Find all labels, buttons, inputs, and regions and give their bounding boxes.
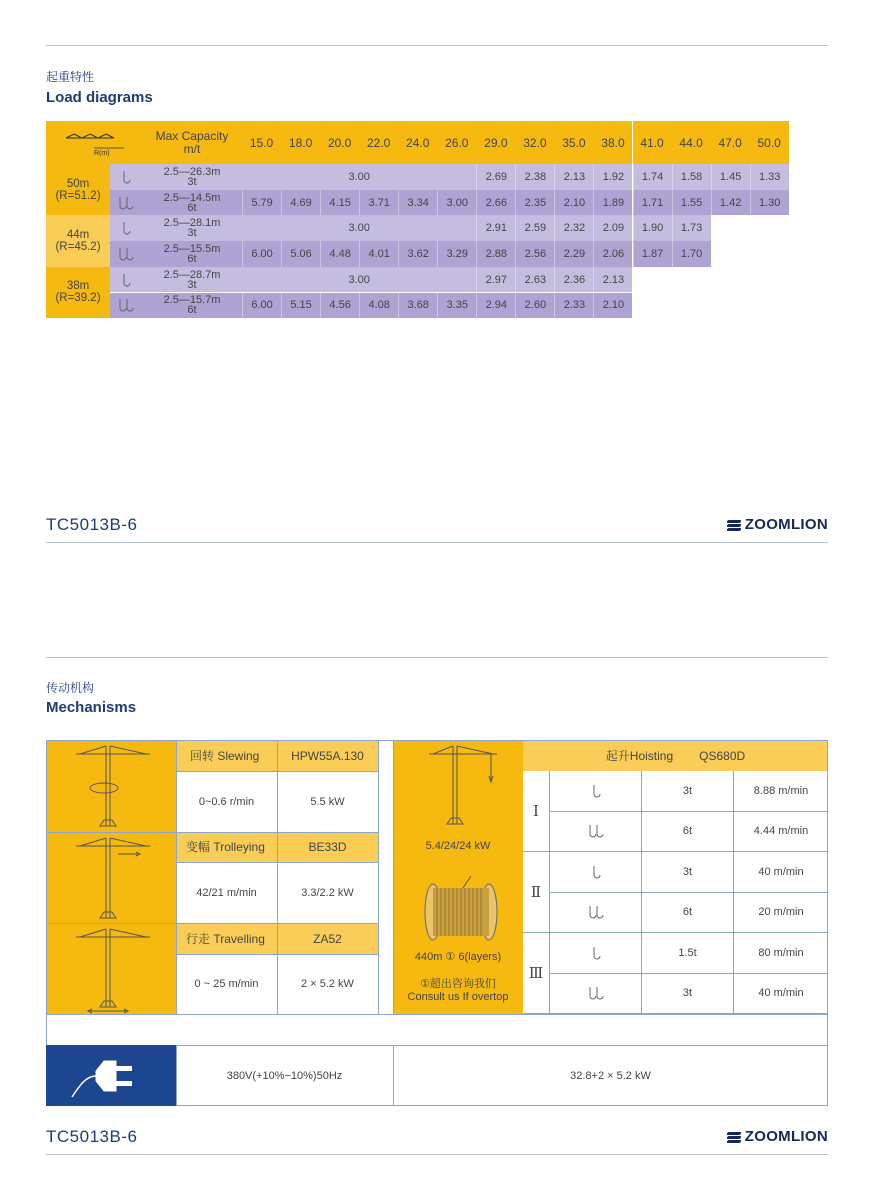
gear-2: Ⅱ [523, 852, 550, 933]
capacity-value: 1.92 [593, 164, 632, 190]
rope-note-en: Consult us If overtop [407, 991, 509, 1003]
slewing-speed: 0~0.6 r/min [176, 771, 277, 832]
hoisting-label: 起升Hoisting [605, 748, 674, 763]
hoist-load: 3t [642, 852, 734, 893]
hoisting-power: 5.4/24/24 kW [425, 840, 491, 852]
load-table [46, 121, 788, 318]
capacity-value: 1.71 [633, 190, 672, 216]
radius-header-41.0: 41.0 [633, 121, 672, 164]
hoist-load: 3t [642, 974, 734, 1015]
capacity-value: 3.68 [398, 293, 437, 319]
zoomlion-logo-icon [727, 520, 741, 530]
merged-capacity: 3.00 [242, 215, 476, 241]
capacity-value: 2.10 [593, 293, 632, 319]
travelling-model: ZA52 [277, 923, 378, 954]
plug-icon [46, 1045, 176, 1106]
trolleying-model: BE33D [277, 832, 378, 862]
hoist-speed: 80 m/min [734, 933, 828, 974]
capacity-value: 1.70 [672, 241, 711, 267]
hoist-load: 6t [642, 893, 734, 934]
travelling-speed: 0 ~ 25 m/min [176, 954, 277, 1014]
capacity-value: 3.35 [437, 293, 476, 319]
trolleying-label: 变幅 Trolleying [176, 832, 277, 862]
hook-double-icon [110, 241, 142, 267]
capacity-value: 2.63 [515, 267, 554, 293]
hoist-speed: 4.44 m/min [734, 812, 828, 853]
capacity-value: 2.06 [593, 241, 632, 267]
load-range: 2.5—15.5m 6t [142, 241, 242, 267]
radius-header-32.0: 32.0 [515, 121, 554, 164]
slewing-power: 5.5 kW [277, 771, 378, 832]
brand-name: ZOOMLION [744, 516, 828, 533]
section-title-cn-2: 传动机构 [46, 681, 95, 695]
capacity-value: 2.36 [554, 267, 593, 293]
capacity-value: 2.10 [554, 190, 593, 216]
svg-text:R(m): R(m) [94, 149, 110, 157]
capacity-value: 2.91 [476, 215, 515, 241]
hoist-load: 6t [642, 812, 734, 853]
radius-header-20.0: 20.0 [320, 121, 359, 164]
capacity-value: 2.35 [515, 190, 554, 216]
radius-header-24.0: 24.0 [398, 121, 437, 164]
footer-rule [46, 542, 828, 543]
capacity-value: 4.15 [320, 190, 359, 216]
radius-header-35.0: 35.0 [554, 121, 593, 164]
max-capacity-header: Max Capacity m/t [142, 121, 242, 164]
slewing-label: 回转 Slewing [176, 740, 277, 771]
slewing-model: HPW55A.130 [277, 740, 378, 771]
gear-3: Ⅲ [523, 933, 550, 1014]
model-name-2: TC5013B-6 [46, 1127, 138, 1146]
hoist-speed: 40 m/min [734, 974, 828, 1015]
hook-single-icon [110, 267, 142, 293]
capacity-value: 5.06 [281, 241, 320, 267]
trolleying-power: 3.3/2.2 kW [277, 862, 378, 923]
capacity-value: 1.45 [711, 164, 750, 190]
capacity-value: 1.42 [711, 190, 750, 216]
capacity-value: 2.33 [554, 293, 593, 319]
capacity-value: 2.94 [476, 293, 515, 319]
hoisting-model: QS680D [699, 748, 746, 763]
load-range: 2.5—14.5m 6t [142, 190, 242, 216]
jib-radius-header [46, 121, 142, 164]
capacity-value: 2.88 [476, 241, 515, 267]
hoist-load: 3t [642, 771, 734, 812]
capacity-value: 1.89 [593, 190, 632, 216]
capacity-value: 2.29 [554, 241, 593, 267]
capacity-value: 4.69 [281, 190, 320, 216]
capacity-value: 1.90 [633, 215, 672, 241]
capacity-value: 5.15 [281, 293, 320, 319]
capacity-value: 2.32 [554, 215, 593, 241]
capacity-value: 4.01 [359, 241, 398, 267]
capacity-value: 1.30 [750, 190, 789, 216]
hoist-speed: 8.88 m/min [734, 771, 828, 812]
power-supply: 380V(+10%−10%)50Hz [226, 1069, 343, 1082]
power-icon-cell [46, 1045, 176, 1106]
zoomlion-logo-icon [727, 1132, 741, 1142]
capacity-value: 6.00 [242, 241, 281, 267]
rope-capacity: 440m ① 6(layers) [414, 950, 502, 963]
radius-header-47.0: 47.0 [711, 121, 750, 164]
capacity-value: 1.87 [633, 241, 672, 267]
brand-name-2: ZOOMLION [744, 1128, 828, 1145]
radius-header-22.0: 22.0 [359, 121, 398, 164]
load-range: 2.5—28.7m 3t [142, 267, 242, 293]
capacity-value: 4.08 [359, 293, 398, 319]
radius-header-50.0: 50.0 [750, 121, 789, 164]
radius-header-44.0: 44.0 [672, 121, 711, 164]
hook-double-icon [110, 293, 142, 319]
capacity-value: 1.73 [672, 215, 711, 241]
model-name: TC5013B-6 [46, 515, 138, 534]
rope-note-cn: ①超出咨询我们 [420, 978, 496, 990]
jib-radius-icon [54, 128, 134, 158]
travelling-power: 2 × 5.2 kW [277, 954, 378, 1014]
trolleying-speed: 42/21 m/min [176, 862, 277, 923]
capacity-value: 1.55 [672, 190, 711, 216]
brand-logo [727, 516, 828, 533]
capacity-value: 2.38 [515, 164, 554, 190]
jib-length-0: 50m (R=51.2) [46, 164, 110, 215]
hook-single-icon [110, 164, 142, 190]
brand-logo-2 [727, 1128, 828, 1145]
hoist-load: 1.5t [642, 933, 734, 974]
capacity-value: 2.56 [515, 241, 554, 267]
capacity-value: 2.66 [476, 190, 515, 216]
jib-length-2: 38m (R=39.2) [46, 267, 110, 318]
capacity-value: 2.13 [593, 267, 632, 293]
capacity-value: 2.60 [515, 293, 554, 319]
mechanisms-table [46, 740, 828, 1106]
capacity-value: 2.69 [476, 164, 515, 190]
capacity-value: 2.59 [515, 215, 554, 241]
capacity-value: 4.48 [320, 241, 359, 267]
radius-header-38.0: 38.0 [593, 121, 632, 164]
top-rule-2 [46, 657, 828, 658]
hoist-speed: 40 m/min [734, 852, 828, 893]
hook-single-icon [110, 215, 142, 241]
section-title-cn: 起重特性 [46, 70, 95, 84]
radius-header-18.0: 18.0 [281, 121, 320, 164]
capacity-value: 3.62 [398, 241, 437, 267]
capacity-value: 1.74 [633, 164, 672, 190]
radius-header-29.0: 29.0 [476, 121, 515, 164]
load-range: 2.5—26.3m 3t [142, 164, 242, 190]
capacity-value: 2.97 [476, 267, 515, 293]
capacity-value: 6.00 [242, 293, 281, 319]
capacity-value: 5.79 [242, 190, 281, 216]
merged-capacity: 3.00 [242, 164, 476, 190]
travelling-label: 行走 Travelling [176, 923, 277, 954]
capacity-value: 3.71 [359, 190, 398, 216]
capacity-value: 3.00 [437, 190, 476, 216]
section-title-en: Load diagrams [46, 89, 153, 106]
capacity-value: 2.13 [554, 164, 593, 190]
capacity-value: 1.33 [750, 164, 789, 190]
merged-capacity: 3.00 [242, 267, 476, 293]
section-title-en-2: Mechanisms [46, 699, 137, 716]
jib-length-1: 44m (R=45.2) [46, 215, 110, 266]
load-range: 2.5—28.1m 3t [142, 215, 242, 241]
footer-rule-2 [46, 1154, 828, 1155]
capacity-value: 3.34 [398, 190, 437, 216]
capacity-value: 2.09 [593, 215, 632, 241]
hook-double-icon [110, 190, 142, 216]
radius-header-15.0: 15.0 [242, 121, 281, 164]
capacity-value: 1.58 [672, 164, 711, 190]
load-range: 2.5—15.7m 6t [142, 293, 242, 319]
hoist-speed: 20 m/min [734, 893, 828, 934]
top-rule [46, 45, 828, 46]
total-power: 32.8+2 × 5.2 kW [570, 1069, 651, 1082]
capacity-value: 4.56 [320, 293, 359, 319]
capacity-value: 3.29 [437, 241, 476, 267]
radius-header-26.0: 26.0 [437, 121, 476, 164]
gear-1: Ⅰ [523, 771, 550, 852]
